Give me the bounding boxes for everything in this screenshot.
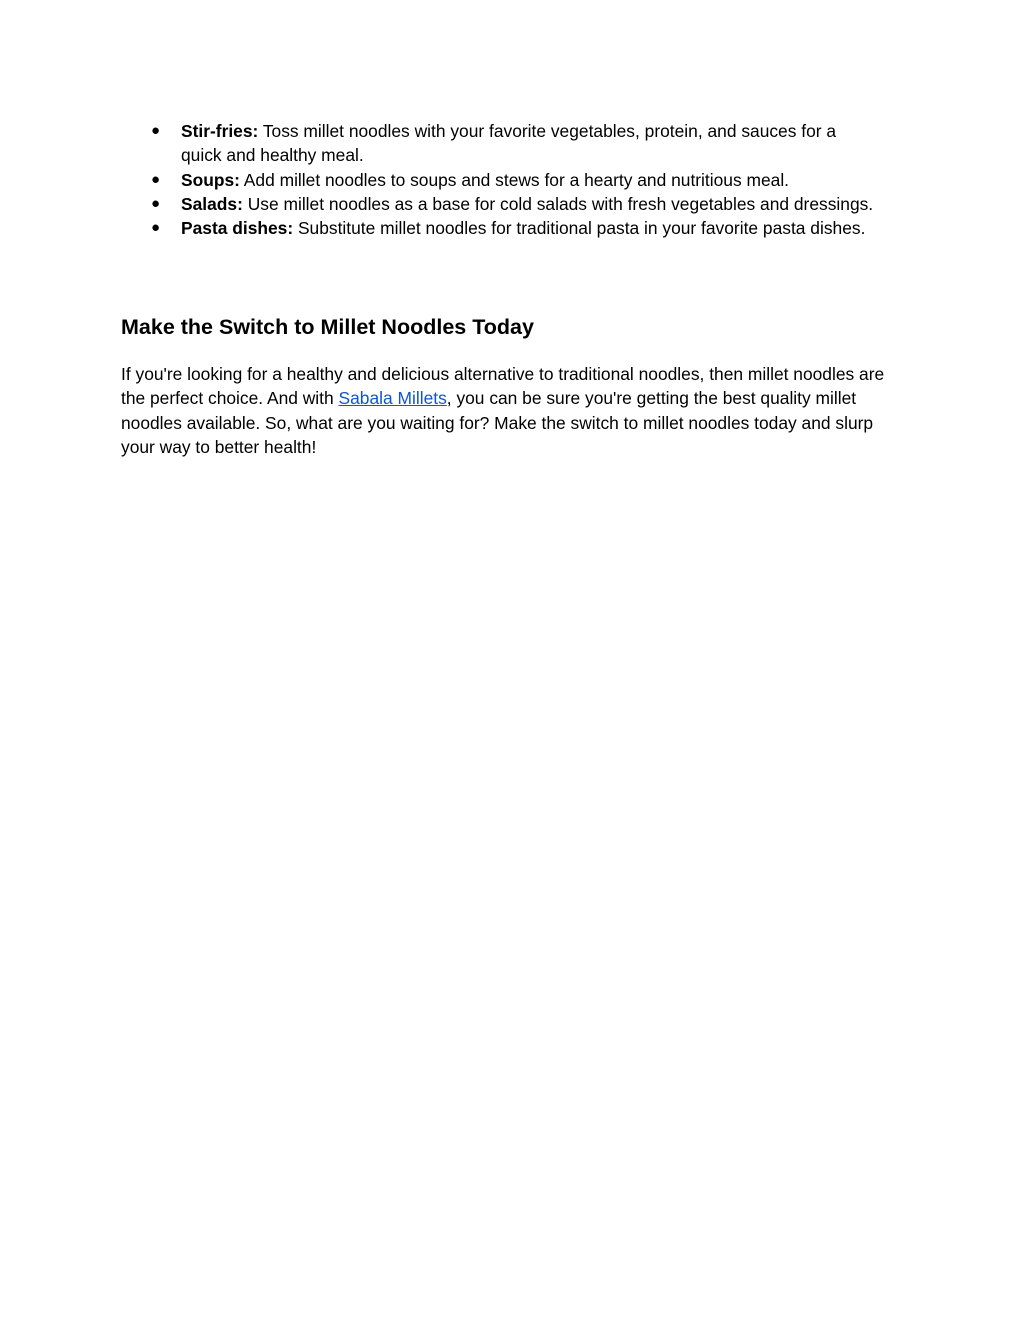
list-item [0,168,881,192]
list-item [0,119,881,168]
list-item-text: Substitute millet noodles for traditional pasta in your favorite pasta dishes. [293,218,866,239]
list-item-text: Toss millet noodles with your favorite vegetables, protein, and sauces for a quick and healthy meal. [181,121,837,166]
list-item-term: Pasta dishes: [181,218,294,239]
list-item-term: Stir-fries: [181,121,259,141]
list-item [0,192,881,216]
uses-bullet-list [0,119,1024,240]
paragraph-text-after-link: , you can be sure you're getting the best quality millet noodles available. So, what are you waiting for? Make the switch to millet noodles today and slurp your way to better health! [121,388,874,457]
sabala-millets-link[interactable]: Sabala Millets [338,388,447,409]
list-item-term: Soups: [181,169,240,190]
list-item-text: Add millet noodles to soups and stews for a hearty and nutritious meal. [239,169,790,190]
bullet-icon: ● [151,170,161,188]
list-item-text: Use millet noodles as a base for cold salads with fresh vegetables and dressings. [242,193,874,214]
paragraph-text-before-link: If you're looking for a healthy and delicious alternative to traditional noodles, then millet noodles are the perfect choice. And with [121,364,885,409]
list-item [0,216,881,240]
bullet-icon: ● [151,194,161,212]
bullet-icon: ● [151,122,161,139]
section-heading: Make the Switch to Millet Noodles Today [121,315,534,339]
bullet-icon: ● [151,219,161,237]
list-item-term: Salads: [181,193,243,214]
section-paragraph [121,362,911,459]
